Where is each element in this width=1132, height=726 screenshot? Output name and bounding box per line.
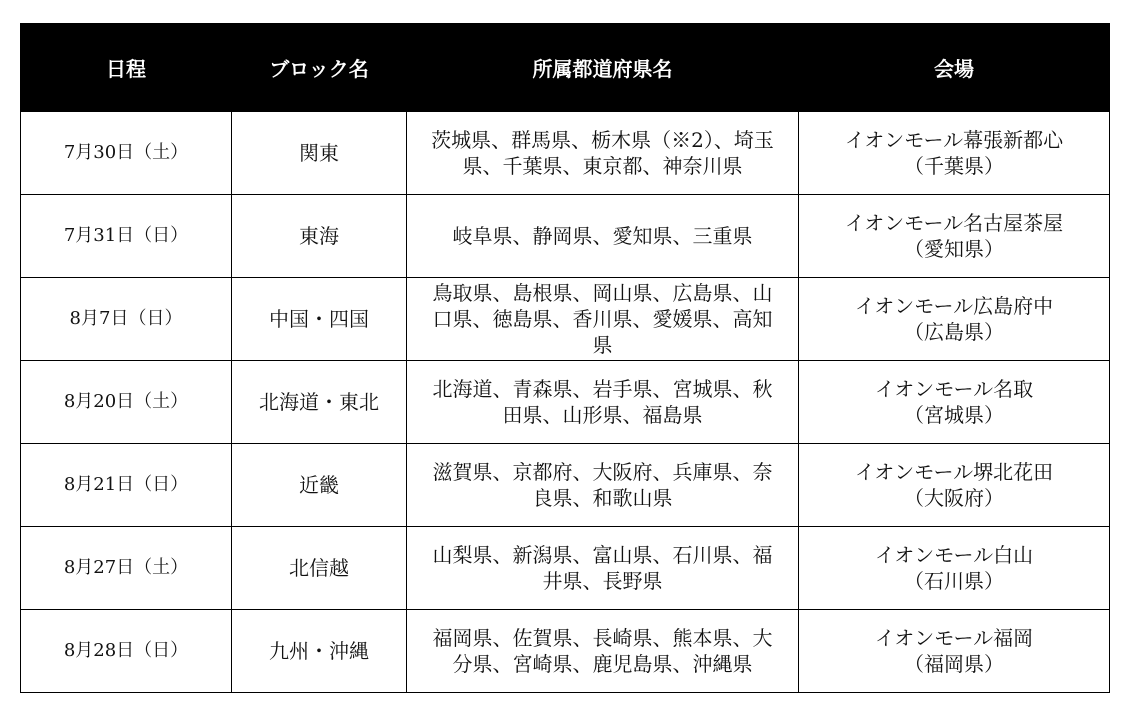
- schedule-table: [20, 23, 1110, 693]
- prefectures-cell: 山梨県、新潟県、富山県、石川県、福井県、長野県: [407, 527, 799, 610]
- date-cell: 7月30日（土）: [21, 112, 232, 195]
- prefectures-cell: 岐阜県、静岡県、愛知県、三重県: [407, 195, 799, 278]
- venue-prefecture: （宮城県）: [904, 403, 1004, 427]
- table-row: [21, 527, 1110, 610]
- date-cell: 7月31日（日）: [21, 195, 232, 278]
- venue-prefecture: （福岡県）: [904, 652, 1004, 676]
- venue-name: イオンモール堺北花田: [854, 460, 1054, 484]
- date-cell: 8月21日（日）: [21, 444, 232, 527]
- table-row: [21, 444, 1110, 527]
- header-prefectures: 所属都道府県名: [407, 24, 799, 112]
- prefectures-cell: 滋賀県、京都府、大阪府、兵庫県、奈良県、和歌山県: [407, 444, 799, 527]
- table-row: [21, 112, 1110, 195]
- date-cell: 8月20日（土）: [21, 361, 232, 444]
- header-block: ブロック名: [232, 24, 407, 112]
- header-date: 日程: [21, 24, 232, 112]
- venue-name: イオンモール広島府中: [854, 294, 1054, 318]
- venue-name: イオンモール名古屋茶屋: [844, 211, 1064, 235]
- header-venue: 会場: [799, 24, 1110, 112]
- venue-cell: [799, 195, 1110, 278]
- venue-cell: [799, 112, 1110, 195]
- venue-cell: [799, 278, 1110, 361]
- venue-prefecture: （愛知県）: [904, 237, 1004, 261]
- venue-name: イオンモール福岡: [874, 626, 1034, 650]
- venue-name: イオンモール幕張新都心: [844, 128, 1064, 152]
- date-cell: 8月28日（日）: [21, 610, 232, 693]
- venue-cell: [799, 444, 1110, 527]
- venue-cell: [799, 610, 1110, 693]
- block-cell: 中国・四国: [232, 278, 407, 361]
- header-row: [21, 24, 1110, 112]
- prefectures-cell: 福岡県、佐賀県、長崎県、熊本県、大分県、宮崎県、鹿児島県、沖縄県: [407, 610, 799, 693]
- venue-name: イオンモール白山: [874, 543, 1034, 567]
- prefectures-cell: 茨城県、群馬県、栃木県（※2）、埼玉県、千葉県、東京都、神奈川県: [407, 112, 799, 195]
- block-cell: 北信越: [232, 527, 407, 610]
- block-cell: 東海: [232, 195, 407, 278]
- table-row: [21, 278, 1110, 361]
- venue-prefecture: （千葉県）: [904, 154, 1004, 178]
- venue-name: イオンモール名取: [874, 377, 1034, 401]
- venue-prefecture: （広島県）: [904, 320, 1004, 344]
- table-row: [21, 195, 1110, 278]
- table-row: [21, 610, 1110, 693]
- date-cell: 8月7日（日）: [21, 278, 232, 361]
- venue-cell: [799, 527, 1110, 610]
- venue-prefecture: （石川県）: [904, 569, 1004, 593]
- block-cell: 近畿: [232, 444, 407, 527]
- block-cell: 北海道・東北: [232, 361, 407, 444]
- prefectures-cell: 鳥取県、島根県、岡山県、広島県、山口県、徳島県、香川県、愛媛県、高知県: [407, 278, 799, 361]
- venue-cell: [799, 361, 1110, 444]
- date-cell: 8月27日（土）: [21, 527, 232, 610]
- venue-prefecture: （大阪府）: [904, 486, 1004, 510]
- block-cell: 関東: [232, 112, 407, 195]
- prefectures-cell: 北海道、青森県、岩手県、宮城県、秋田県、山形県、福島県: [407, 361, 799, 444]
- table-row: [21, 361, 1110, 444]
- block-cell: 九州・沖縄: [232, 610, 407, 693]
